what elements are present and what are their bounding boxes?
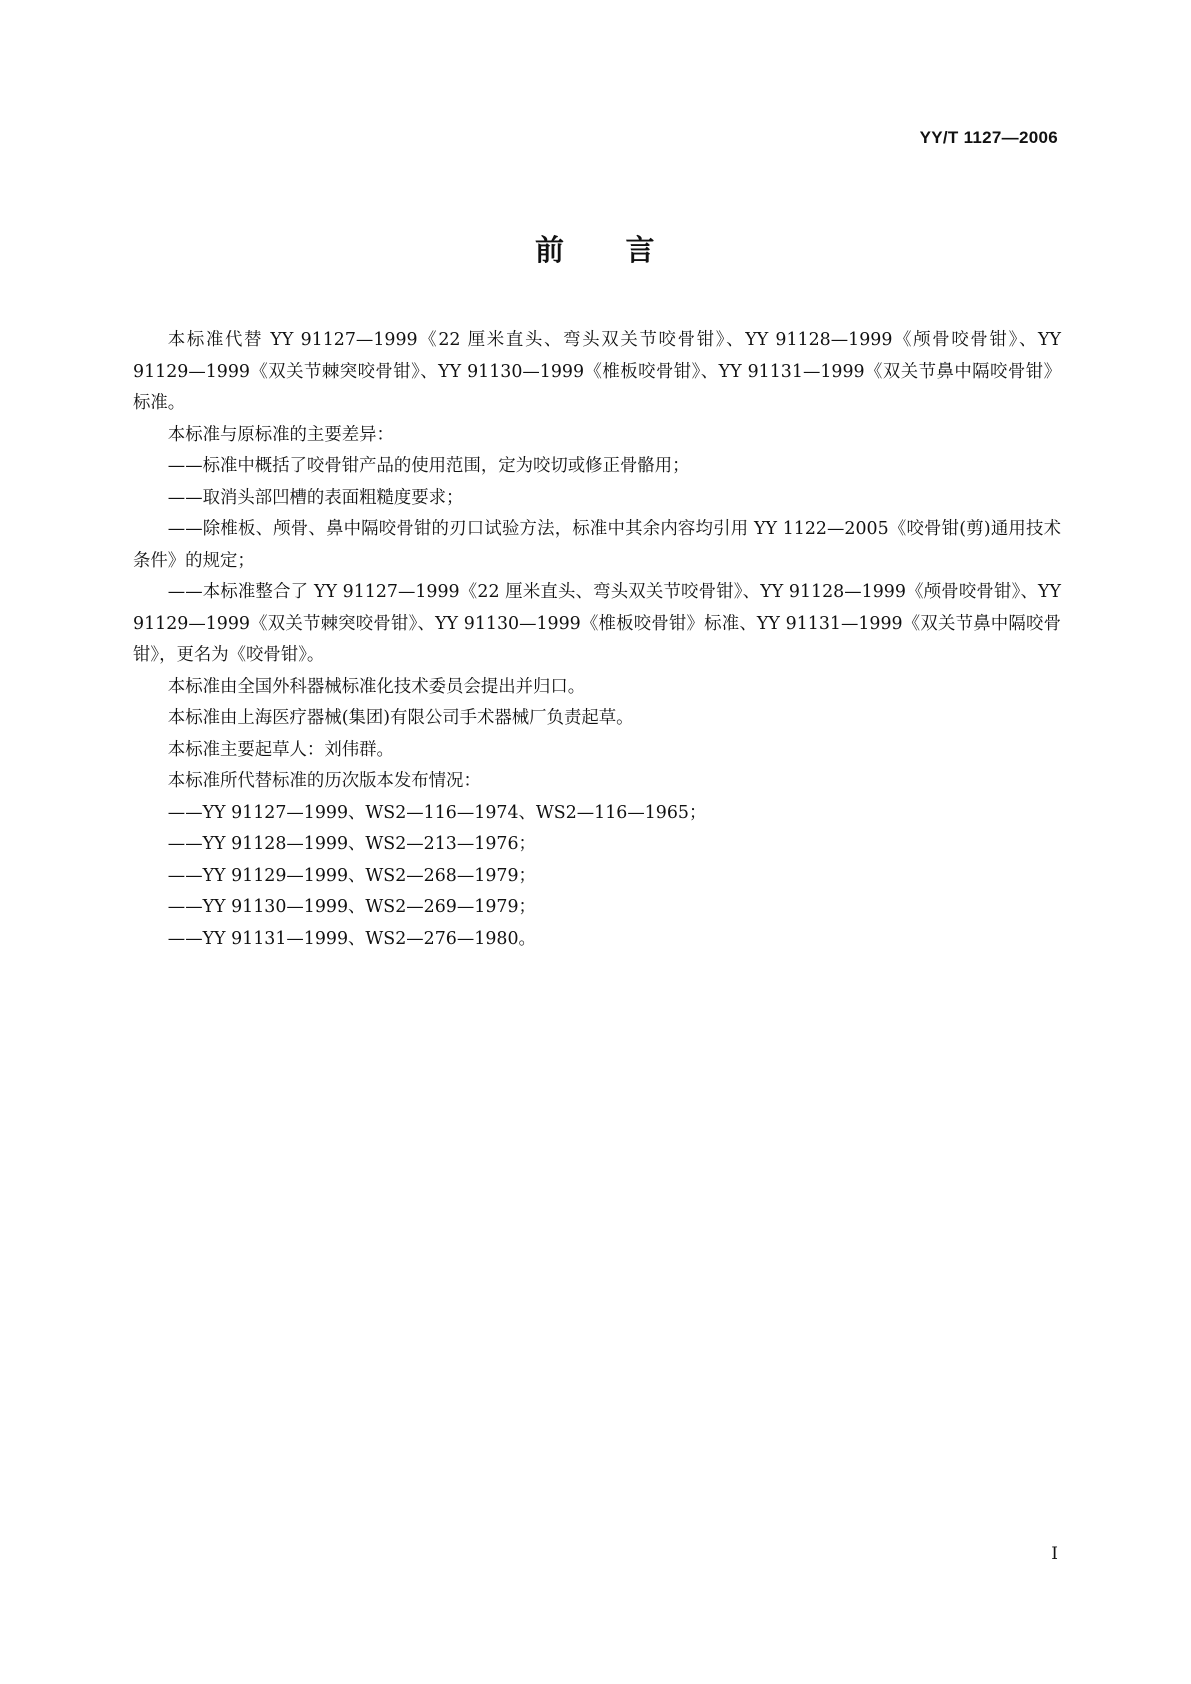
paragraph-replacement-statement: 本标准代替 YY 91127—1999《22 厘米直头、弯头双关节咬骨钳》、YY 91128—1999《颅骨咬骨钳》、YY 91129—1999《双关节棘突咬骨钳》、YY 91130—1999《椎板咬骨钳》、YY 91131—1999《双关节鼻中隔咬骨钳》标准。 (133, 330, 1061, 413)
page-title-char-2: 言 (625, 233, 656, 267)
list-item-history: ——YY 91127—1999、WS2—116—1974、WS2—116—1965； (167, 802, 707, 823)
page-number: I (1051, 1544, 1058, 1564)
foreword-body (133, 325, 1061, 955)
list-item-history: ——YY 91129—1999、WS2—268—1979； (167, 865, 536, 886)
paragraph-history-intro: 本标准所代替标准的历次版本发布情况： (167, 771, 481, 791)
list-item-history: ——YY 91128—1999、WS2—213—1976； (167, 834, 536, 854)
list-item-history: ——YY 91131—1999、WS2—276—1980。 (167, 928, 536, 949)
paragraph-differences-intro: 本标准与原标准的主要差异： (167, 424, 394, 445)
paragraph-proposer: 本标准由全国外科器械标准化技术委员会提出并归口。 (167, 676, 586, 697)
list-item-difference: ——标准中概括了咬骨钳产品的使用范围，定为咬切或修正骨骼用； (167, 456, 690, 476)
list-item-difference: ——除椎板、颅骨、鼻中隔咬骨钳的刃口试验方法，标准中其余内容均引用 YY 1122—2005《咬骨钳(剪)通用技术条件》的规定； (133, 519, 1061, 571)
list-item-history: ——YY 91130—1999、WS2—269—1979； (167, 897, 536, 917)
list-item-difference: ——取消头部凹槽的表面粗糙度要求； (167, 487, 464, 508)
standard-code-header: YY/T 1127—2006 (919, 128, 1058, 147)
page-title (0, 228, 1191, 269)
page-title-char-1: 前 (535, 233, 566, 267)
list-item-difference: ——本标准整合了 YY 91127—1999《22 厘米直头、弯头双关节咬骨钳》、YY 91128—1999《颅骨咬骨钳》、YY 91129—1999《双关节棘突咬骨钳》、YY 91130—1999《椎板咬骨钳》标准、YY 91131—1999《双关节鼻中隔咬骨钳》，更名为《咬骨钳》。 (133, 582, 1061, 665)
paragraph-main-drafter: 本标准主要起草人：刘伟群。 (167, 739, 394, 760)
paragraph-drafter-org: 本标准由上海医疗器械(集团)有限公司手术器械厂负责起草。 (167, 708, 634, 728)
